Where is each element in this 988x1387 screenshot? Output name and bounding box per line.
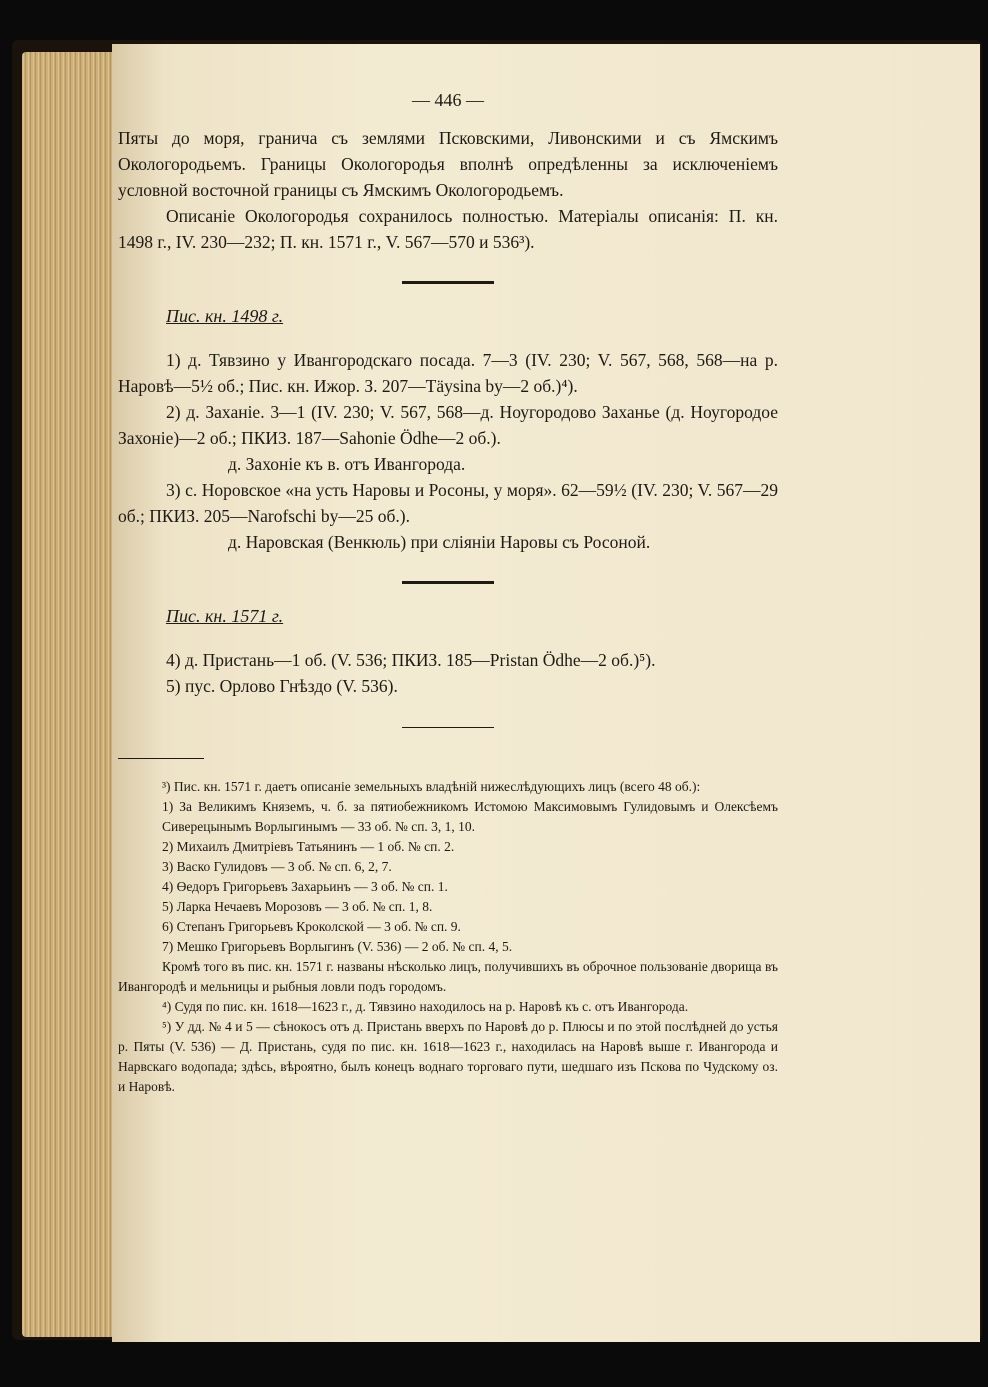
entry-3: 3) с. Норовское «на усть Наровы и Росоны, у моря». 62—59½ (IV. 230; V. 567—29 об.; ПКИЗ. 205—Narofschi by—25 об.).	[118, 480, 778, 526]
entry-1: 1) д. Тявзино у Ивангородскаго посада. 7—3 (IV. 230; V. 567, 568, 568—на р. Наровѣ—5½ об.; Пис. кн. Ижор. З. 207—Täysina by—2 об.)⁴).	[118, 350, 778, 396]
entry-2-note: д. Захоніе къ в. отъ Ивангорода.	[228, 454, 466, 474]
footnotes	[118, 777, 778, 1097]
section-title-1571: Пис. кн. 1571 г.	[166, 606, 284, 626]
end-divider	[402, 727, 494, 728]
entry-3-note: д. Наровская (Венкюль) при сліяніи Наровы съ Росоной.	[228, 532, 651, 552]
footnote-3-tail: Кромѣ того въ пис. кн. 1571 г. названы нѣсколько лицъ, получившихъ въ оброчное пользованіе дворища въ Ивангородѣ и мельницы и рыбныя ловли подъ городомъ.	[118, 959, 778, 994]
footnote-rule	[118, 758, 204, 759]
footnote-3-item: 7) Мешко Григорьевъ Ворлыгинъ (V. 536) — 2 об. № сп. 4, 5.	[162, 939, 513, 954]
footnote-3-intro: ³) Пис. кн. 1571 г. даетъ описаніе земельныхъ владѣній нижеслѣдующихъ лицъ (всего 48 об.):	[162, 779, 701, 794]
footnote-4: ⁴) Судя по пис. кн. 1618—1623 г., д. Тявзино находилось на р. Наровѣ къ с. отъ Ивангорода.	[162, 999, 689, 1014]
section-divider	[402, 281, 494, 284]
footnote-3-item: 5) Ларка Нечаевъ Морозовъ — 3 об. № сп. 1, 8.	[162, 899, 433, 914]
footnote-3-item: 2) Михаилъ Дмитріевъ Татьянинъ — 1 об. № сп. 2.	[162, 839, 455, 854]
intro-paragraph-1: Пяты до моря, гранича съ землями Псковскими, Ливонскими и съ Ямскимъ Окологородьемъ. Границы Окологородья вполнѣ опредѣленны за исключеніемъ условной восточной границы съ Ямскимъ Окологородьемъ.	[118, 128, 778, 200]
entry-5: 5) пус. Орлово Гнѣздо (V. 536).	[166, 676, 398, 696]
footnote-3-item: 6) Степанъ Григорьевъ Кроколской — 3 об. № сп. 9.	[162, 919, 461, 934]
footnote-3-item: 4) Өедоръ Григорьевъ Захарьинъ — 3 об. № сп. 1.	[162, 879, 448, 894]
entry-2: 2) д. Заханіе. 3—1 (IV. 230; V. 567, 568—д. Ноугородово Заханье (д. Ноугородое Захоніе)—2 об.; ПКИЗ. 187—Sahonie Ödhe—2 об.).	[118, 402, 778, 448]
section-title-1498: Пис. кн. 1498 г.	[166, 306, 284, 326]
page-edges	[22, 52, 122, 1337]
intro-paragraph-2: Описаніе Окологородья сохранилось полностью. Матеріалы описанія: П. кн. 1498 г., IV. 230—232; П. кн. 1571 г., V. 567—570 и 536³).	[118, 206, 778, 252]
footnote-5: ⁵) У дд. № 4 и 5 — сѣнокосъ отъ д. Пристань вверхъ по Наровѣ до р. Плюсы и по этой послѣдней до устья р. Пяты (V. 536) — Д. Пристань, судя по пис. кн. 1618—1623 г., находилась на Наровѣ выше г. Ивангорода и Нарвскаго водопада; здѣсь, вѣроятно, былъ конецъ воднаго торговаго пути, шедшаго изъ Пскова по Чудскому оз. и Наровѣ.	[118, 1019, 778, 1094]
footnote-3-item: 3) Васко Гулидовъ — 3 об. № сп. 6, 2, 7.	[162, 859, 392, 874]
page-content	[118, 90, 778, 1097]
section-divider	[402, 581, 494, 584]
page-number: — 446 —	[412, 90, 484, 110]
entry-4: 4) д. Пристань—1 об. (V. 536; ПКИЗ. 185—Pristan Ödhe—2 об.)⁵).	[166, 650, 656, 670]
footnote-3-item: 1) За Великимъ Княземъ, ч. б. за пятиобежникомъ Истомою Максимовымъ Гулидовымъ и Олексѣемъ Сиверецынымъ Ворлыгинымъ — 33 об. № сп. 3, 1, 10.	[162, 799, 778, 834]
